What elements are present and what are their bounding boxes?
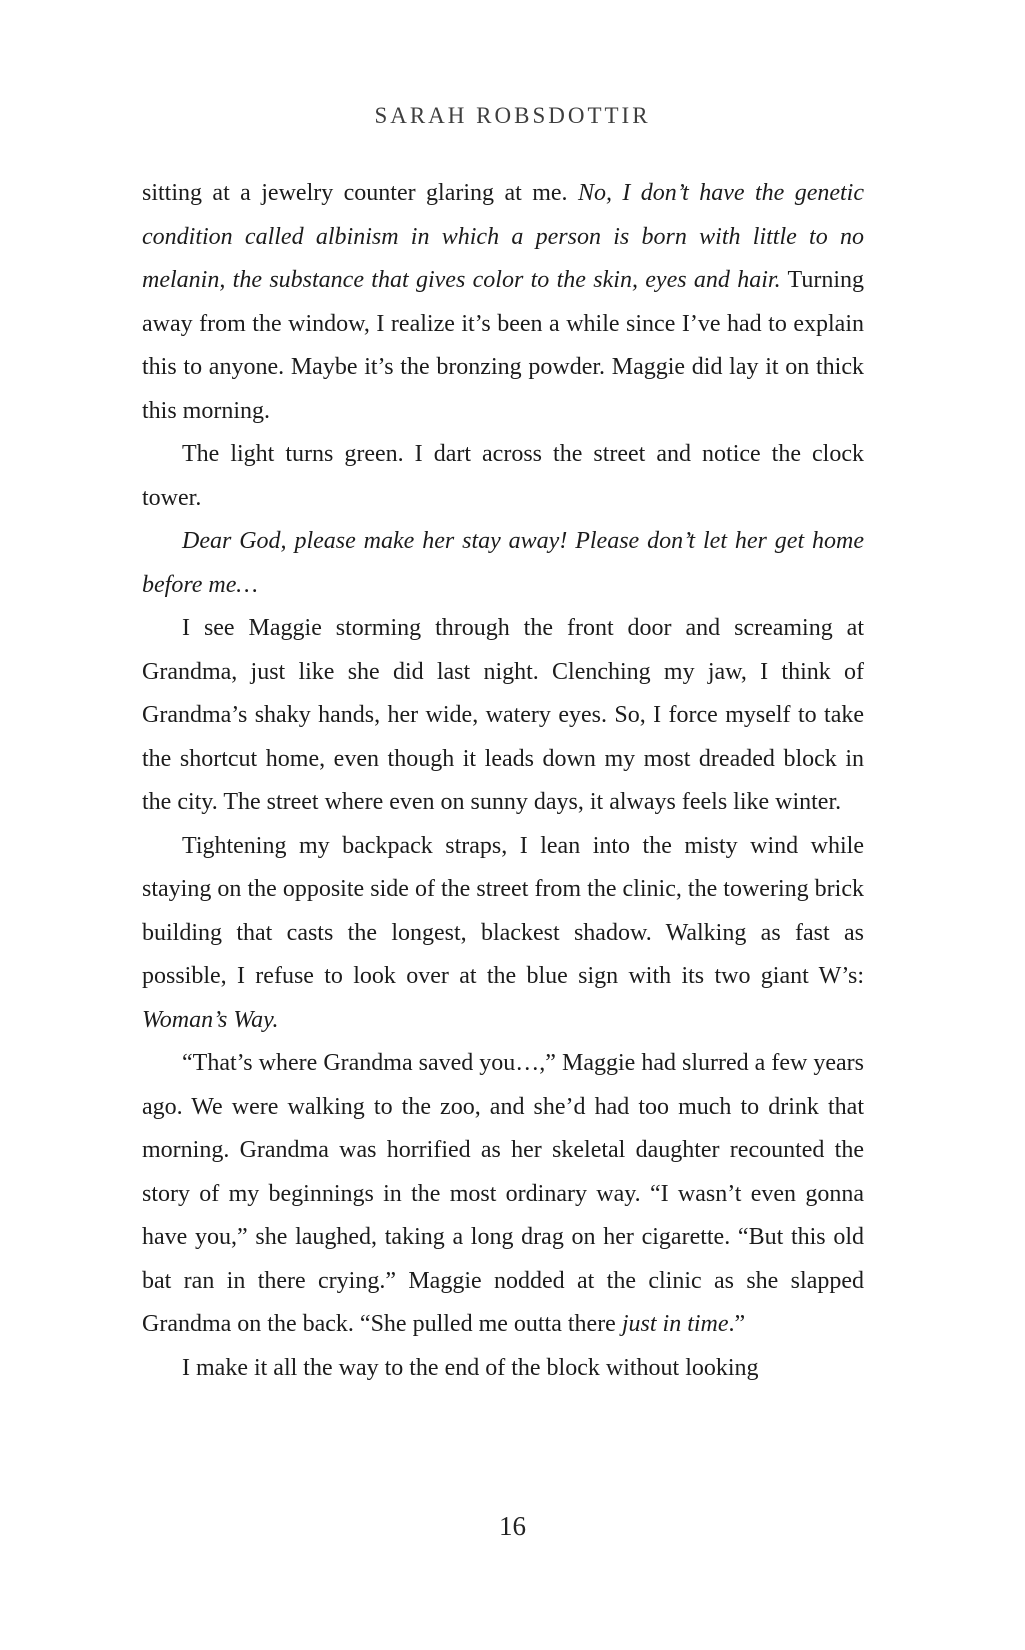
text-segment: The light turns green. I dart across the street and notice the clock tower. (142, 441, 864, 511)
italic-text-segment: just in time (621, 1311, 729, 1337)
paragraph (142, 1347, 864, 1391)
text-segment: Tightening my backpack straps, I lean into the misty wind while staying on the opposite side of the street from the clinic, the towering brick building that casts the longest, blackest shadow. Walking as fast as possible, I refuse to look over at the blue sign with its two giant W’s: (142, 832, 864, 989)
text-segment: I see Maggie storming through the front door and screaming at Grandma, just like she did last night. Clenching my jaw, I think of Grandma’s shaky hands, her wide, watery eyes. So, I force myself to take the shortcut home, even though it leads down my most dreaded block in the city. The street where even on sunny days, it always feels like winter. (142, 615, 864, 815)
page-number: 16 (499, 1511, 526, 1541)
paragraph (142, 172, 864, 433)
text-segment: Turning away from the window, I realize it’s been a while since I’ve had to explain this to anyone. Maybe it’s the bronzing powder. Maggie did lay it on thick this morning. (142, 267, 864, 424)
italic-text-segment: No, I don’t have the genetic condition called albinism in which a person is born with little to no melanin, the substance that gives color to the skin, eyes and hair. (142, 180, 864, 293)
paragraph (142, 607, 864, 825)
text-segment: sitting at a jewelry counter glaring at me. (142, 180, 578, 206)
text-segment: “That’s where Grandma saved you…,” Maggie had slurred a few years ago. We were walking to the zoo, and she’d had too much to drink that morning. Grandma was horrified as her skeletal daughter recounted the story of my beginnings in the most ordinary way. “I wasn’t even gonna have you,” she laughed, taking a long drag on her cigarette. “But this old bat ran in there crying.” Maggie nodded at the clinic as she slapped Grandma on the back. “She pulled me outta there (142, 1050, 864, 1337)
text-segment: .” (728, 1311, 746, 1337)
paragraph (142, 1042, 864, 1347)
paragraph (142, 520, 864, 607)
running-header: SARAH ROBSDOTTIR (374, 103, 651, 128)
text-segment: I make it all the way to the end of the block without looking (182, 1354, 759, 1381)
paragraph (142, 825, 864, 1043)
italic-text-segment: Dear God, please make her stay away! Please don’t let her get home before me… (142, 528, 864, 598)
body-text (142, 172, 864, 1390)
paragraph (142, 433, 864, 520)
italic-text-segment: Woman’s Way. (142, 1006, 279, 1033)
